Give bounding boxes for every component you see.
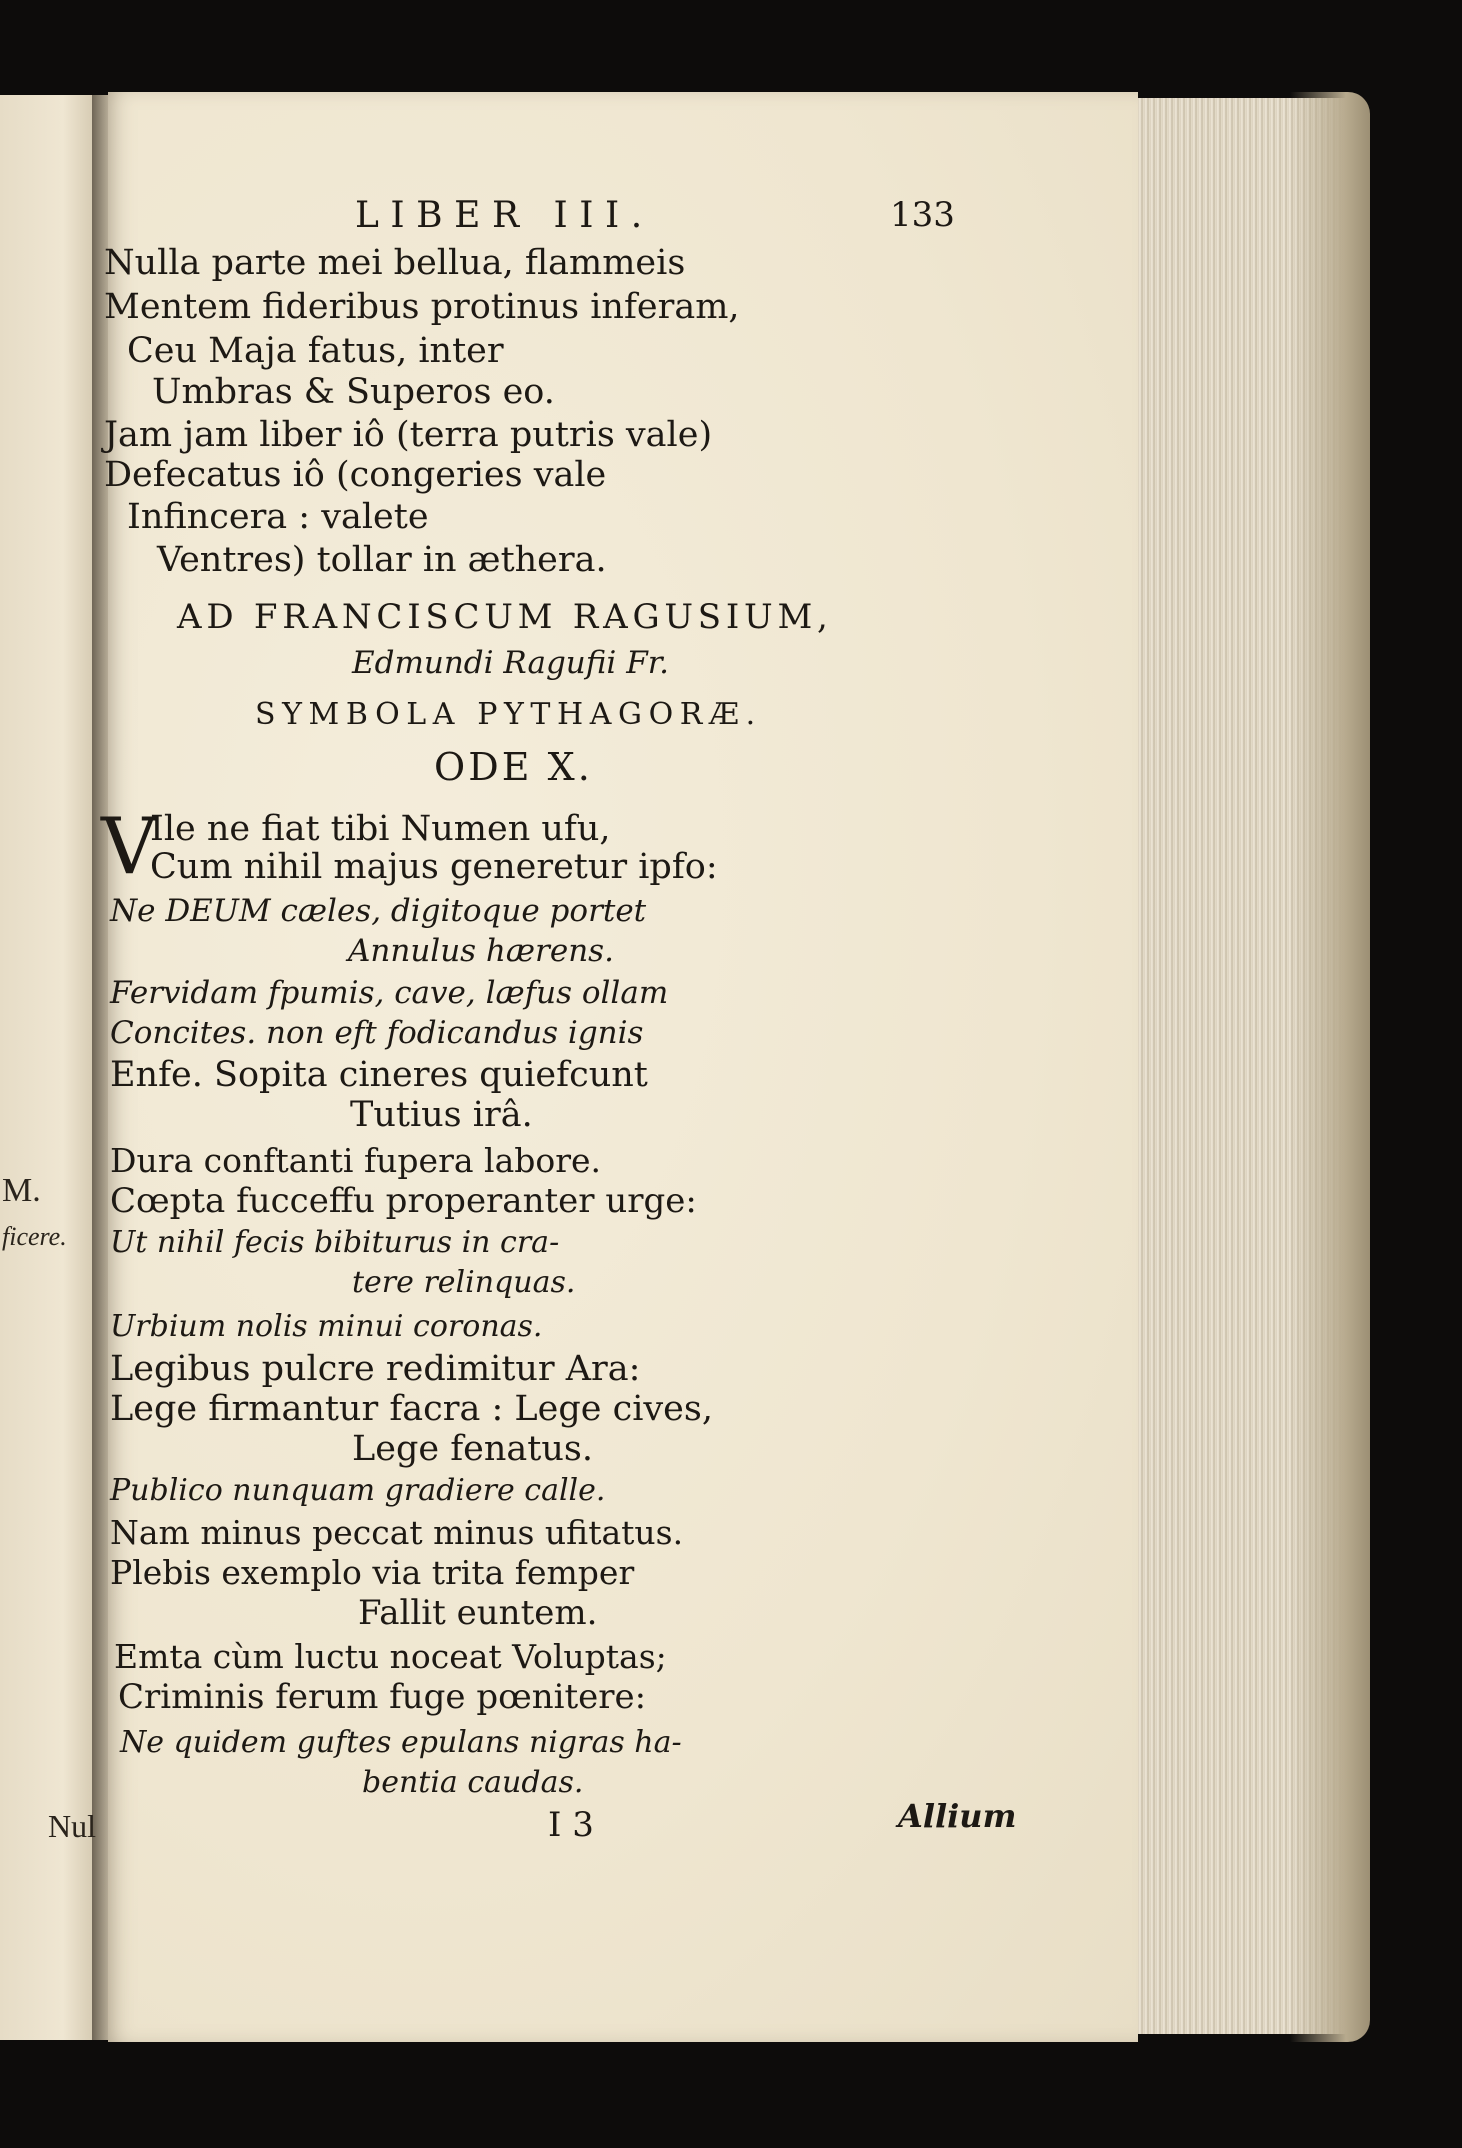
verse-line: Plebis exemplo via trita femper bbox=[110, 1553, 635, 1592]
page-fore-edge-shade bbox=[1290, 92, 1370, 2042]
printer-signature: I 3 bbox=[548, 1805, 594, 1845]
verse-line: Dura conftanti fupera labore. bbox=[110, 1141, 602, 1180]
verse-line: Jam jam liber iô (terra putris vale) bbox=[104, 415, 713, 455]
verse-line: Publico nunquam gradiere calle. bbox=[110, 1473, 606, 1508]
dedication-heading: AD FRANCISCUM RAGUSIUM, bbox=[177, 597, 833, 637]
verse-line: Ventres) tollar in æthera. bbox=[157, 540, 607, 580]
left-page-fragment: M. bbox=[2, 1172, 41, 1209]
verse-line: Lege fenatus. bbox=[352, 1429, 593, 1469]
catchword: Allium bbox=[898, 1797, 1017, 1835]
drop-cap: V bbox=[101, 802, 158, 892]
verse-line: Ile ne fiat tibi Numen ufu, bbox=[150, 809, 611, 849]
verse-line: Nam minus peccat minus ufitatus. bbox=[110, 1513, 684, 1552]
dedication-author: Edmundi Ragufii Fr. bbox=[352, 645, 669, 681]
ode-number: ODE X. bbox=[434, 745, 593, 789]
verse-line: Ne quidem guftes epulans nigras ha- bbox=[120, 1725, 682, 1760]
verse-line: Ut nihil fecis bibiturus in cra- bbox=[110, 1225, 560, 1260]
verse-line: Enfe. Sopita cineres quiefcunt bbox=[110, 1055, 648, 1095]
verse-line: Mentem fideribus protinus inferam, bbox=[104, 287, 740, 327]
verse-line: Ceu Maja fatus, inter bbox=[127, 331, 504, 371]
verse-line: Defecatus iô (congeries vale bbox=[104, 455, 607, 495]
verse-line: Ne DEUM cæles, digitoque portet bbox=[110, 893, 647, 929]
verse-line: Nulla parte mei bellua, flammeis bbox=[104, 243, 686, 283]
verse-line: Fervidam fpumis, cave, læfus ollam bbox=[110, 975, 669, 1011]
verse-line: tere relinquas. bbox=[352, 1265, 576, 1300]
verse-line: Emta cùm luctu noceat Voluptas; bbox=[114, 1637, 667, 1676]
left-page bbox=[0, 95, 105, 2040]
verse-line: Infincera : valete bbox=[127, 497, 429, 537]
verse-line: Fallit euntem. bbox=[358, 1593, 598, 1633]
poem-title: SYMBOLA PYTHAGORÆ. bbox=[255, 697, 762, 732]
verse-line: Cum nihil majus generetur ipfo: bbox=[150, 847, 718, 887]
verse-line: Legibus pulcre redimitur Ara: bbox=[110, 1349, 641, 1389]
left-page-fragment: Nul bbox=[48, 1808, 96, 1844]
left-page-fragment: ficere. bbox=[2, 1222, 67, 1251]
verse-line: bentia caudas. bbox=[362, 1765, 584, 1800]
running-title: LIBER III. bbox=[355, 195, 654, 236]
verse-line: Cœpta fucceffu properanter urge: bbox=[110, 1181, 697, 1221]
verse-line: Lege firmantur facra : Lege cives, bbox=[110, 1389, 713, 1429]
verse-line: Umbras & Superos eo. bbox=[152, 372, 555, 412]
verse-line: Concites. non eft fodicandus ignis bbox=[110, 1015, 644, 1051]
page-number: 133 bbox=[890, 195, 955, 235]
verse-line: Annulus hærens. bbox=[348, 933, 614, 969]
verse-line: Urbium nolis minui coronas. bbox=[110, 1309, 543, 1344]
verse-line: Tutius irâ. bbox=[350, 1095, 533, 1135]
verse-line: Criminis ferum fuge pœnitere: bbox=[118, 1677, 647, 1717]
